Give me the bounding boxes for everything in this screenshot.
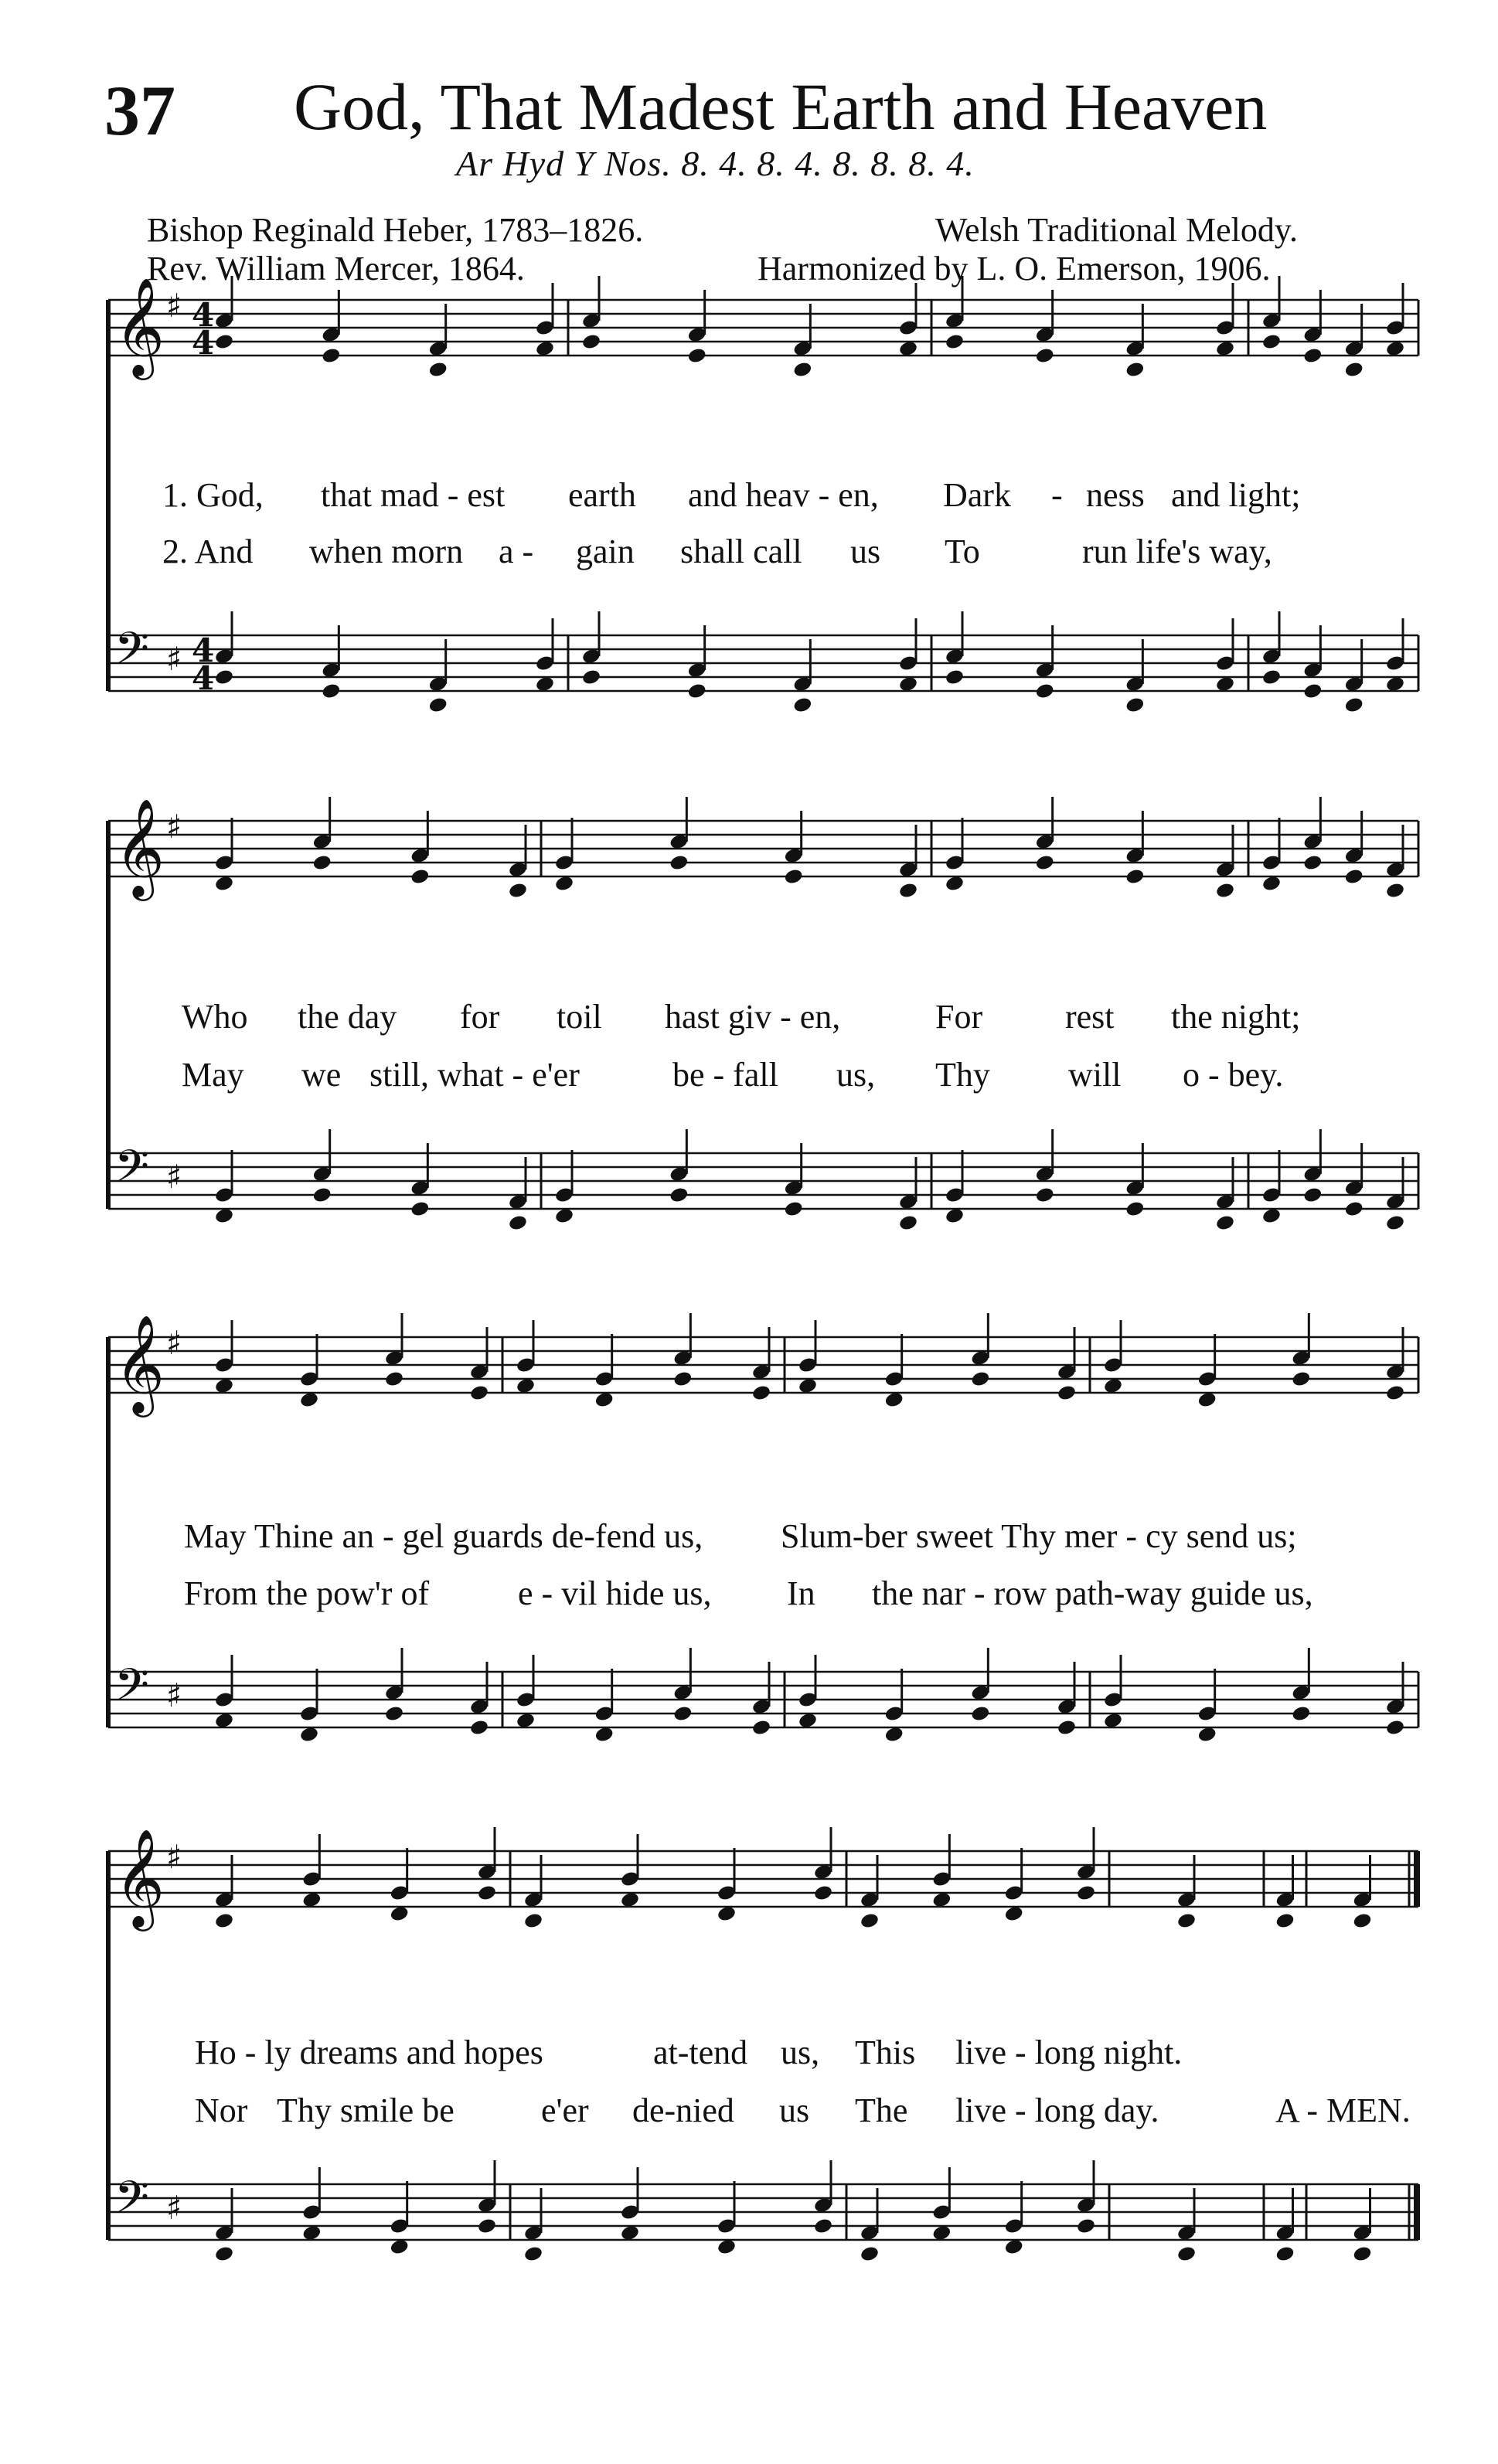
treble-clef-icon: 𝄞: [114, 277, 165, 376]
notehead: [751, 1719, 771, 1737]
notehead: [792, 361, 812, 379]
lyric-word: Dark: [943, 476, 1011, 514]
lyric-word: toil: [557, 998, 602, 1036]
notehead: [477, 1884, 497, 1902]
notehead: [1057, 1719, 1077, 1737]
notehead: [1385, 1719, 1405, 1737]
notehead: [751, 1384, 771, 1402]
notehead: [581, 669, 601, 686]
notehead: [792, 696, 812, 714]
lyric-word: when morn: [309, 533, 464, 570]
tune-meter: Ar Hyd Y Nos. 8. 4. 8. 4. 8. 8. 8. 4.: [456, 144, 975, 183]
notehead: [669, 854, 689, 872]
notehead: [898, 882, 918, 900]
notehead: [214, 333, 234, 351]
notehead: [321, 682, 341, 700]
lyric-word: A - MEN.: [1275, 2091, 1411, 2129]
notehead: [672, 1370, 693, 1388]
translator-credit: Rev. William Mercer, 1864.: [147, 250, 525, 288]
lyric-word: This: [855, 2033, 916, 2071]
notehead: [1261, 669, 1282, 686]
notehead: [860, 2245, 880, 2263]
notehead: [410, 1200, 430, 1218]
lyric-word: Thy smile be: [277, 2091, 455, 2129]
notehead: [784, 868, 804, 886]
notehead: [945, 669, 965, 686]
lyric-word: shall call: [680, 533, 802, 570]
time-signature-icon: 4: [192, 659, 215, 697]
notehead: [1076, 1884, 1096, 1902]
final-barline: [1414, 1851, 1420, 1907]
lyric-word: rest: [1065, 998, 1115, 1036]
notehead: [1125, 868, 1145, 886]
bass-clef-icon: 𝄢: [114, 1659, 150, 1722]
lyric-word: we: [301, 1056, 342, 1094]
sharp-icon: ♯: [166, 1676, 182, 1714]
notehead: [1076, 2217, 1096, 2235]
notehead: [1352, 1912, 1372, 1930]
lyric-word: the night;: [1171, 998, 1301, 1036]
notehead: [1302, 682, 1323, 700]
notehead: [1261, 333, 1282, 351]
lyric-word: Ho - ly dreams and hopes: [195, 2033, 543, 2071]
lyric-word: gain: [576, 533, 635, 570]
lyric-line: May Thine an - gel guards de-fend us,: [184, 1517, 703, 1555]
sharp-icon: ♯: [166, 640, 182, 678]
lyric-word: the day: [298, 998, 397, 1036]
notehead: [214, 2245, 234, 2263]
notehead: [1035, 854, 1055, 872]
notehead: [469, 1384, 489, 1402]
notehead: [1215, 1214, 1235, 1232]
notehead: [970, 1705, 990, 1723]
lyric-word: For: [935, 998, 983, 1036]
notehead: [687, 347, 707, 365]
notehead: [523, 1912, 543, 1930]
lyric-word: will: [1068, 1056, 1122, 1094]
notehead: [214, 669, 234, 686]
notehead: [508, 882, 528, 900]
lyric-word: us: [850, 533, 881, 570]
hymn-title: God, That Madest Earth and Heaven: [294, 70, 1268, 144]
notehead: [1125, 1200, 1145, 1218]
lyric-word: and light;: [1171, 476, 1301, 514]
lyric-word: e'er: [541, 2091, 589, 2129]
notehead: [1344, 868, 1364, 886]
lyric-word: -: [1051, 476, 1063, 514]
lyric-word: Thy: [935, 1056, 990, 1094]
notehead: [970, 1370, 990, 1388]
bass-clef-icon: 𝄢: [114, 622, 150, 686]
notehead: [784, 1200, 804, 1218]
lyric-word: us,: [781, 2033, 820, 2071]
lyric-word: de-nied: [632, 2091, 734, 2129]
lyric-word: run life's way,: [1082, 533, 1272, 570]
lyricist-credit: Bishop Reginald Heber, 1783–1826.: [147, 211, 644, 249]
notehead: [1176, 2245, 1197, 2263]
notehead: [1352, 2245, 1372, 2263]
sharp-icon: ♯: [166, 1838, 182, 1876]
notehead: [687, 682, 707, 700]
notehead: [1035, 682, 1055, 700]
notehead: [1344, 1200, 1364, 1218]
notehead: [1125, 696, 1145, 714]
lyric-word: and heav - en,: [688, 476, 879, 514]
time-signature-icon: 4: [192, 631, 215, 669]
lyric-word: that mad - est: [321, 476, 506, 514]
lyric-word: at-tend: [653, 2033, 748, 2071]
notehead: [214, 1912, 234, 1930]
notehead: [1057, 1384, 1077, 1402]
notehead: [523, 2245, 543, 2263]
notehead: [1385, 882, 1405, 900]
sharp-icon: ♯: [166, 808, 182, 846]
time-signature-icon: 4: [192, 296, 215, 334]
notehead: [469, 1719, 489, 1737]
notehead: [428, 696, 448, 714]
notehead: [312, 854, 332, 872]
notehead: [1344, 361, 1364, 379]
lyric-word: hast giv - en,: [665, 998, 841, 1036]
lyric-word: 2. And: [162, 533, 254, 570]
lyric-word: e - vil hide us,: [518, 1574, 712, 1612]
lyric-word: To: [945, 533, 980, 570]
hymn-number: 37: [104, 71, 175, 150]
notehead: [384, 1370, 404, 1388]
notehead: [945, 333, 965, 351]
lyric-word: us,: [836, 1056, 876, 1094]
lyric-word: ness: [1086, 476, 1145, 514]
notehead: [1385, 1214, 1405, 1232]
treble-clef-icon: 𝄞: [114, 798, 165, 897]
notehead: [1215, 882, 1235, 900]
notehead: [669, 1186, 689, 1204]
notehead: [1035, 347, 1055, 365]
lyric-word: us: [779, 2091, 810, 2129]
treble-clef-icon: 𝄞: [114, 1314, 165, 1413]
lyric-line: Slum-ber sweet Thy mer - cy send us;: [781, 1517, 1297, 1555]
notehead: [508, 1214, 528, 1232]
notehead: [1302, 1186, 1323, 1204]
sharp-icon: ♯: [166, 1324, 182, 1362]
final-barline: [1414, 2184, 1420, 2240]
lyric-word: The: [855, 2091, 908, 2129]
notehead: [1302, 854, 1323, 872]
notehead: [1125, 361, 1145, 379]
notehead: [1176, 1912, 1197, 1930]
notehead: [1291, 1705, 1311, 1723]
lyric-word: o - bey.: [1183, 1056, 1284, 1094]
notehead: [581, 333, 601, 351]
notehead: [1275, 2245, 1295, 2263]
notehead: [312, 1186, 332, 1204]
lyric-word: Nor: [195, 2091, 248, 2129]
notehead: [860, 1912, 880, 1930]
lyric-word: live - long night.: [955, 2033, 1183, 2071]
notehead: [813, 2217, 833, 2235]
sharp-icon: ♯: [166, 287, 182, 325]
lyric-word: earth: [568, 476, 636, 514]
notehead: [321, 347, 341, 365]
notehead: [410, 868, 430, 886]
sharp-icon: ♯: [166, 2189, 182, 2227]
treble-clef-icon: 𝄞: [114, 1828, 165, 1927]
lyric-word: live - long day.: [955, 2091, 1159, 2129]
lyric-word: be - fall: [672, 1056, 778, 1094]
lyric-word: In: [787, 1574, 815, 1612]
notehead: [1035, 1186, 1055, 1204]
notehead: [477, 2217, 497, 2235]
notehead: [384, 1705, 404, 1723]
bass-clef-icon: 𝄢: [114, 2171, 150, 2234]
notehead: [1275, 1912, 1295, 1930]
lyric-word: May: [182, 1056, 244, 1094]
harmonizer-credit: Harmonized by L. O. Emerson, 1906.: [758, 250, 1271, 288]
lyric-word: Who: [182, 998, 248, 1036]
notehead: [813, 1884, 833, 1902]
lyric-word: still, what - e'er: [369, 1056, 580, 1094]
notehead: [898, 1214, 918, 1232]
lyric-word: the nar - row path-way guide us,: [872, 1574, 1313, 1612]
lyric-word: 1. God,: [162, 476, 264, 514]
notehead: [1302, 347, 1323, 365]
notehead: [1291, 1370, 1311, 1388]
lyric-word: From the pow'r of: [184, 1574, 430, 1612]
time-signature-icon: 4: [192, 324, 215, 362]
notehead: [1385, 1384, 1405, 1402]
composer-credit: Welsh Traditional Melody.: [935, 211, 1299, 249]
bass-clef-icon: 𝄢: [114, 1140, 150, 1203]
notehead: [1344, 696, 1364, 714]
sharp-icon: ♯: [166, 1158, 182, 1196]
notehead: [428, 361, 448, 379]
lyric-word: a -: [499, 533, 534, 570]
lyric-word: for: [460, 998, 500, 1036]
notehead: [672, 1705, 693, 1723]
